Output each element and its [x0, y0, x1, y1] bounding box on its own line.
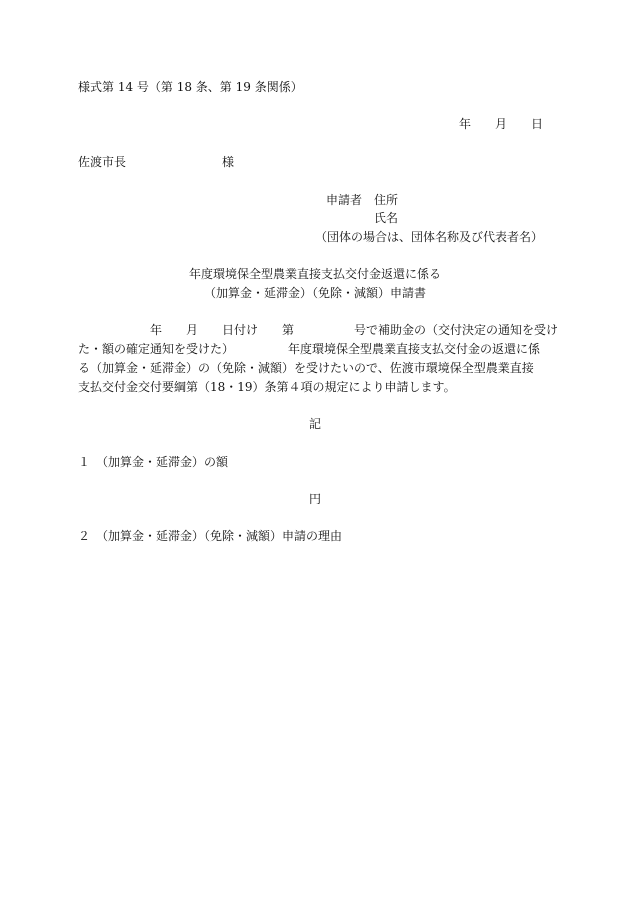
body-line-2: た・額の確定通知を受けた） 年度環境保全型農業直接支払交付金の返還に係: [78, 342, 541, 356]
applicant-address-label: 申請者 住所: [326, 193, 399, 207]
addressee: 佐渡市長 様: [78, 155, 235, 169]
applicant-organization-note: （団体の場合は、団体名称及び代表者名）: [314, 230, 543, 244]
item-1-unit: 円: [308, 492, 321, 506]
form-number: 様式第 14 号（第 18 条、第 19 条関係）: [78, 80, 303, 94]
title-line-1: 年度環境保全型農業直接支払交付金返還に係る: [188, 267, 441, 281]
ki-heading: 記: [308, 417, 321, 431]
applicant-name-label: 氏名: [374, 211, 399, 225]
date-line: 年 月 日: [458, 117, 543, 131]
body-line-4: 支払交付金交付要綱第（18・19）条第４項の規定により申請します。: [78, 380, 456, 394]
title-line-2: （加算金・延滞金）（免除・減額）申請書: [203, 286, 426, 300]
body-line-3: る（加算金・延滞金）の（免除・減額）を受けたいので、佐渡市環境保全型農業直接: [78, 361, 534, 375]
item-1-label: １ （加算金・延滞金）の額: [78, 455, 229, 469]
item-2-label: ２ （加算金・延滞金）（免除・減額）申請の理由: [78, 529, 343, 543]
body-line-1: 年 月 日付け 第 号で補助金の（交付決定の通知を受け: [78, 323, 559, 337]
